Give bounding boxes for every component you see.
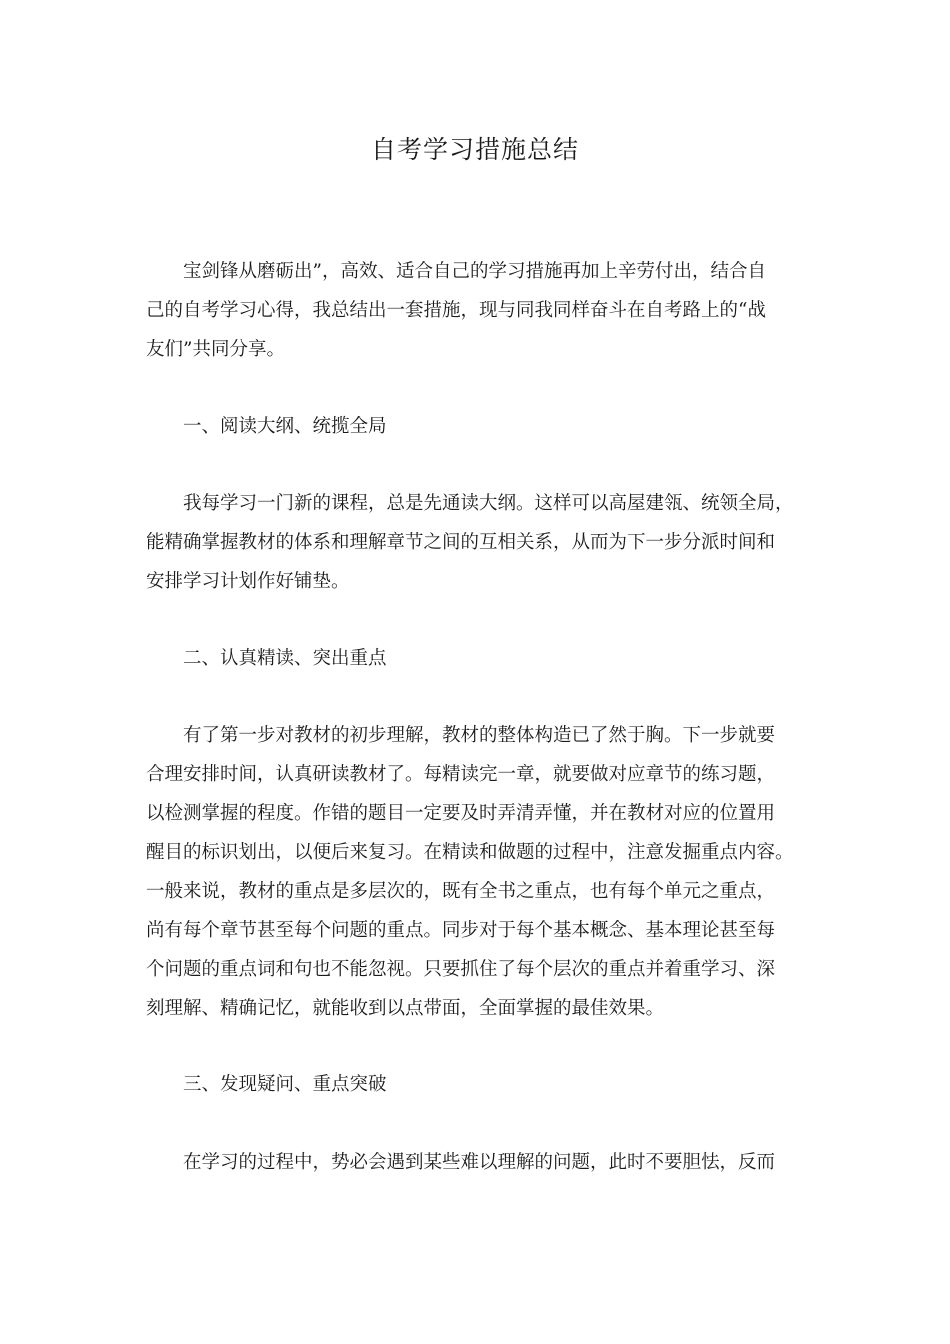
paragraph-line: 醒目的标识划出，以便后来复习。在精读和做题的过程中，注意发掘重点内容。 — [146, 842, 794, 863]
section-heading: 三、发现疑问、重点突破 — [183, 1074, 387, 1095]
paragraph-line: 己的自考学习心得，我总结出一套措施，现与同我同样奋斗在自考路上的“战 — [146, 300, 766, 321]
paragraph-line: 我每学习一门新的课程，总是先通读大纲。这样可以高屋建瓴、统领全局， — [183, 493, 794, 514]
paragraph-line: 个问题的重点词和句也不能忽视。只要抓住了每个层次的重点并着重学习、深 — [146, 959, 776, 980]
paragraph-line: 友们”共同分享。 — [146, 339, 285, 360]
paragraph-line: 一般来说，教材的重点是多层次的，既有全书之重点，也有每个单元之重点， — [146, 881, 776, 902]
document-title: 自考学习措施总结 — [370, 135, 579, 164]
paragraph-line: 尚有每个章节甚至每个问题的重点。同步对于每个基本概念、基本理论甚至每 — [146, 920, 776, 941]
section-heading: 二、认真精读、突出重点 — [183, 648, 387, 669]
paragraph-line: 宝剑锋从磨砺出”，高效、适合自己的学习措施再加上辛劳付出，结合自 — [183, 261, 766, 282]
section-heading: 一、阅读大纲、统揽全局 — [183, 416, 387, 437]
paragraph-line: 合理安排时间，认真研读教材了。每精读完一章，就要做对应章节的练习题， — [146, 764, 776, 785]
paragraph-line: 刻理解、精确记忆，就能收到以点带面，全面掌握的最佳效果。 — [146, 998, 665, 1019]
paragraph-line: 有了第一步对教材的初步理解，教材的整体构造已了然于胸。下一步就要 — [183, 725, 776, 746]
paragraph-line: 以检测掌握的程度。作错的题目一定要及时弄清弄懂，并在教材对应的位置用 — [146, 803, 776, 824]
paragraph-line: 在学习的过程中，势必会遇到某些难以理解的问题，此时不要胆怯，反而 — [183, 1152, 776, 1173]
paragraph-line: 能精确掌握教材的体系和理解章节之间的互相关系，从而为下一步分派时间和 — [146, 532, 776, 553]
paragraph-line: 安排学习计划作好铺垫。 — [146, 571, 350, 592]
